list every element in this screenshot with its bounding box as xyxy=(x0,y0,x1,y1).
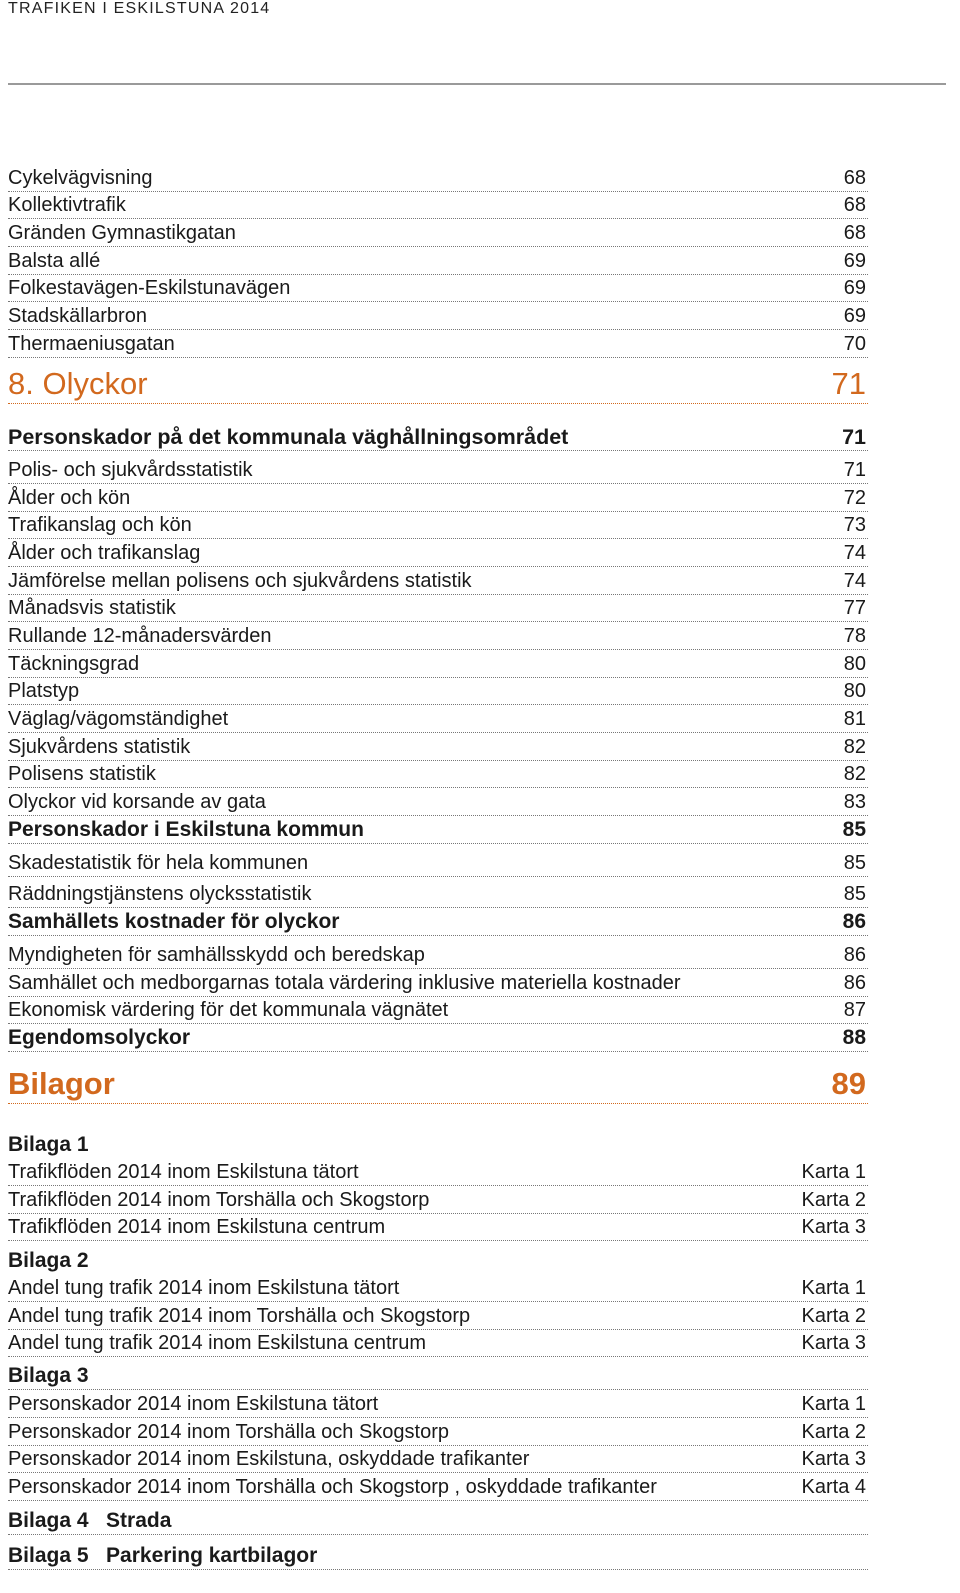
toc-entry-label: Personskador 2014 inom Torshälla och Skogstorp xyxy=(8,1420,449,1443)
toc-entry-map: Karta 3 xyxy=(801,1216,866,1239)
toc-entry-page: 73 xyxy=(843,514,866,537)
toc-entry-map: Karta 2 xyxy=(801,1188,866,1211)
toc-subsection-heading[interactable] xyxy=(8,908,868,936)
toc-entry-label: Trafikflöden 2014 inom Eskilstuna tätort xyxy=(8,1160,359,1183)
toc-entry-label: Andel tung trafik 2014 inom Eskilstuna centrum xyxy=(8,1332,426,1355)
toc-entry-page: 69 xyxy=(843,277,866,300)
toc-entry-label: Trafikflöden 2014 inom Torshälla och Skogstorp xyxy=(8,1188,430,1211)
toc-entry-page: 71 xyxy=(843,458,866,481)
toc-entry-page: 69 xyxy=(843,249,866,272)
header-divider xyxy=(8,83,946,85)
toc-entry-label: Gränden Gymnastikgatan xyxy=(8,222,236,245)
toc-entry[interactable] xyxy=(8,1158,868,1186)
toc-entry-map: Karta 2 xyxy=(801,1420,866,1443)
toc-entry-label: Polis- och sjukvårdsstatistik xyxy=(8,458,253,481)
toc-entry-page: 69 xyxy=(843,305,866,328)
toc-entry[interactable] xyxy=(8,969,868,997)
toc-entry-page: 72 xyxy=(843,486,866,509)
toc-section-page: 71 xyxy=(831,365,866,401)
toc-section-label: Bilagor xyxy=(8,1066,115,1102)
toc-entry-page: 68 xyxy=(843,222,866,245)
appendix-heading[interactable] xyxy=(8,1535,868,1570)
toc-entry-page: 81 xyxy=(843,708,866,730)
appendix-heading[interactable] xyxy=(8,1104,868,1158)
toc-entry[interactable] xyxy=(8,1473,868,1501)
toc-entry-label: Platstyp xyxy=(8,680,80,703)
appendix-label: Bilaga 2 xyxy=(8,1249,89,1273)
toc-entry-label: Täckningsgrad xyxy=(8,652,140,675)
toc-entry[interactable] xyxy=(8,1390,868,1418)
toc-entry[interactable] xyxy=(8,192,868,220)
toc-entry-page: 85 xyxy=(843,883,866,906)
toc-entry-label: Andel tung trafik 2014 inom Torshälla och Skogstorp xyxy=(8,1304,471,1327)
toc-entry[interactable] xyxy=(8,936,868,969)
toc-entry-label: Sjukvårdens statistik xyxy=(8,735,191,758)
toc-entry-label: Myndigheten för samhällsskydd och beredskap xyxy=(8,944,425,967)
toc-entry[interactable] xyxy=(8,512,868,540)
toc-subsection-heading[interactable] xyxy=(8,404,868,451)
toc-entry-label: Månadsvis statistik xyxy=(8,597,176,620)
toc-subsection-heading[interactable] xyxy=(8,1024,868,1052)
toc-entry-label: Polisens statistik xyxy=(8,763,156,786)
toc-entry-page: 86 xyxy=(843,944,866,967)
toc-entry[interactable] xyxy=(8,164,868,192)
toc-entry-label: Väglag/vägomständighet xyxy=(8,708,229,730)
toc-entry-page: 83 xyxy=(843,791,866,814)
toc-entry-label: Rullande 12-månadersvärden xyxy=(8,624,272,647)
toc-subsection-page: 71 xyxy=(842,424,866,449)
toc-entry[interactable] xyxy=(8,595,868,623)
toc-entry-label: Trafikanslag och kön xyxy=(8,514,192,537)
toc-entry[interactable] xyxy=(8,1330,868,1358)
appendix-label: Bilaga 3 xyxy=(8,1364,89,1388)
toc-section-label: 8. Olyckor xyxy=(8,365,148,401)
toc-entry[interactable] xyxy=(8,1302,868,1330)
toc-entry-map: Karta 1 xyxy=(801,1160,866,1183)
toc-subsection-page: 88 xyxy=(842,1026,866,1050)
toc-entry-label: Räddningstjänstens olycksstatistik xyxy=(8,883,312,906)
toc-entry-map: Karta 3 xyxy=(801,1332,866,1355)
toc-entry-page: 74 xyxy=(843,541,866,564)
toc-entry[interactable] xyxy=(8,1274,868,1302)
toc-entry-page: 82 xyxy=(843,735,866,758)
toc-entry[interactable] xyxy=(8,733,868,761)
toc-entry-label: Ålder och kön xyxy=(8,486,131,509)
toc-entry-label: Stadskällarbron xyxy=(8,305,147,328)
toc-entry[interactable] xyxy=(8,567,868,595)
running-header: TRAFIKEN I ESKILSTUNA 2014 xyxy=(8,0,271,17)
appendix-label: Bilaga 5 Parkering kartbilagor xyxy=(8,1544,318,1567)
toc-entry-label: Trafikflöden 2014 inom Eskilstuna centrum xyxy=(8,1216,386,1239)
toc-entry-label: Skadestatistik för hela kommunen xyxy=(8,852,309,875)
toc-entry-page: 85 xyxy=(843,852,866,875)
appendix-label: Bilaga 1 xyxy=(8,1133,89,1157)
toc-entry[interactable] xyxy=(8,1418,868,1446)
toc-entry[interactable] xyxy=(8,275,868,303)
table-of-contents xyxy=(8,164,868,1570)
toc-entry[interactable] xyxy=(8,650,868,678)
appendix-heading[interactable] xyxy=(8,1241,868,1274)
toc-entry[interactable] xyxy=(8,997,868,1025)
toc-entry-page: 68 xyxy=(843,194,866,217)
toc-subsection-label: Personskador i Eskilstuna kommun xyxy=(8,818,364,842)
appendix-heading[interactable] xyxy=(8,1501,868,1535)
toc-entry-map: Karta 1 xyxy=(801,1392,866,1415)
toc-entry[interactable] xyxy=(8,877,868,908)
toc-subsection-label: Egendomsolyckor xyxy=(8,1026,191,1050)
toc-entry-label: Andel tung trafik 2014 inom Eskilstuna tätort xyxy=(8,1276,400,1299)
toc-entry-page: 68 xyxy=(843,166,866,189)
toc-entry[interactable] xyxy=(8,247,868,275)
toc-entry-label: Samhället och medborgarnas totala värdering inklusive materiella kostnader xyxy=(8,971,681,994)
toc-entry[interactable] xyxy=(8,788,868,816)
toc-entry-page: 82 xyxy=(843,763,866,786)
toc-entry-label: Thermaeniusgatan xyxy=(8,332,175,355)
toc-entry-page: 80 xyxy=(843,680,866,703)
toc-entry-page: 70 xyxy=(843,332,866,355)
toc-entry-label: Ålder och trafikanslag xyxy=(8,541,201,564)
toc-entry-label: Kollektivtrafik xyxy=(8,194,126,217)
toc-entry-page: 77 xyxy=(843,597,866,620)
toc-entry-map: Karta 2 xyxy=(801,1304,866,1327)
toc-entry-label: Balsta allé xyxy=(8,249,101,272)
toc-entry[interactable] xyxy=(8,1214,868,1242)
toc-entry[interactable] xyxy=(8,302,868,330)
toc-entry[interactable] xyxy=(8,705,868,733)
toc-entry-page: 87 xyxy=(843,999,866,1022)
toc-entry[interactable] xyxy=(8,1446,868,1474)
toc-entry-page: 74 xyxy=(843,569,866,592)
toc-entry-page: 80 xyxy=(843,652,866,675)
toc-section-heading[interactable] xyxy=(8,358,868,404)
toc-entry[interactable] xyxy=(8,539,868,567)
toc-subsection-page: 85 xyxy=(842,818,866,842)
toc-entry-label: Olyckor vid korsande av gata xyxy=(8,791,266,814)
toc-entry-label: Personskador 2014 inom Eskilstuna, oskyddade trafikanter xyxy=(8,1448,530,1471)
toc-entry[interactable] xyxy=(8,844,868,877)
toc-subsection-heading[interactable] xyxy=(8,816,868,844)
toc-subsection-page: 86 xyxy=(842,910,866,934)
toc-entry[interactable] xyxy=(8,484,868,512)
toc-entry-label: Ekonomisk värdering för det kommunala vägnätet xyxy=(8,999,449,1022)
toc-entry-page: 86 xyxy=(843,971,866,994)
toc-subsection-label: Personskador på det kommunala väghållningsområdet xyxy=(8,424,569,449)
toc-entry-map: Karta 1 xyxy=(801,1276,866,1299)
appendix-label: Bilaga 4 Strada xyxy=(8,1509,172,1532)
toc-entry-page: 78 xyxy=(843,624,866,647)
toc-entry[interactable] xyxy=(8,330,868,358)
toc-entry[interactable] xyxy=(8,761,868,789)
toc-entry-map: Karta 4 xyxy=(801,1476,866,1498)
toc-entry[interactable] xyxy=(8,219,868,247)
toc-entry-label: Folkestavägen-Eskilstunavägen xyxy=(8,277,291,300)
toc-entry-label: Personskador 2014 inom Torshälla och Skogstorp , oskyddade trafikanter xyxy=(8,1476,657,1498)
toc-entry[interactable] xyxy=(8,678,868,706)
toc-entry[interactable] xyxy=(8,622,868,650)
appendix-heading[interactable] xyxy=(8,1357,868,1390)
toc-entry-label: Cykelvägvisning xyxy=(8,166,153,189)
toc-entry[interactable] xyxy=(8,451,868,484)
toc-section-page: 89 xyxy=(831,1066,866,1102)
toc-entry-label: Personskador 2014 inom Eskilstuna tätort xyxy=(8,1392,379,1415)
toc-entry-label: Jämförelse mellan polisens och sjukvårdens statistik xyxy=(8,569,472,592)
toc-section-heading[interactable] xyxy=(8,1052,868,1104)
toc-entry-map: Karta 3 xyxy=(801,1448,866,1471)
toc-entry[interactable] xyxy=(8,1186,868,1214)
toc-subsection-label: Samhällets kostnader för olyckor xyxy=(8,910,340,934)
